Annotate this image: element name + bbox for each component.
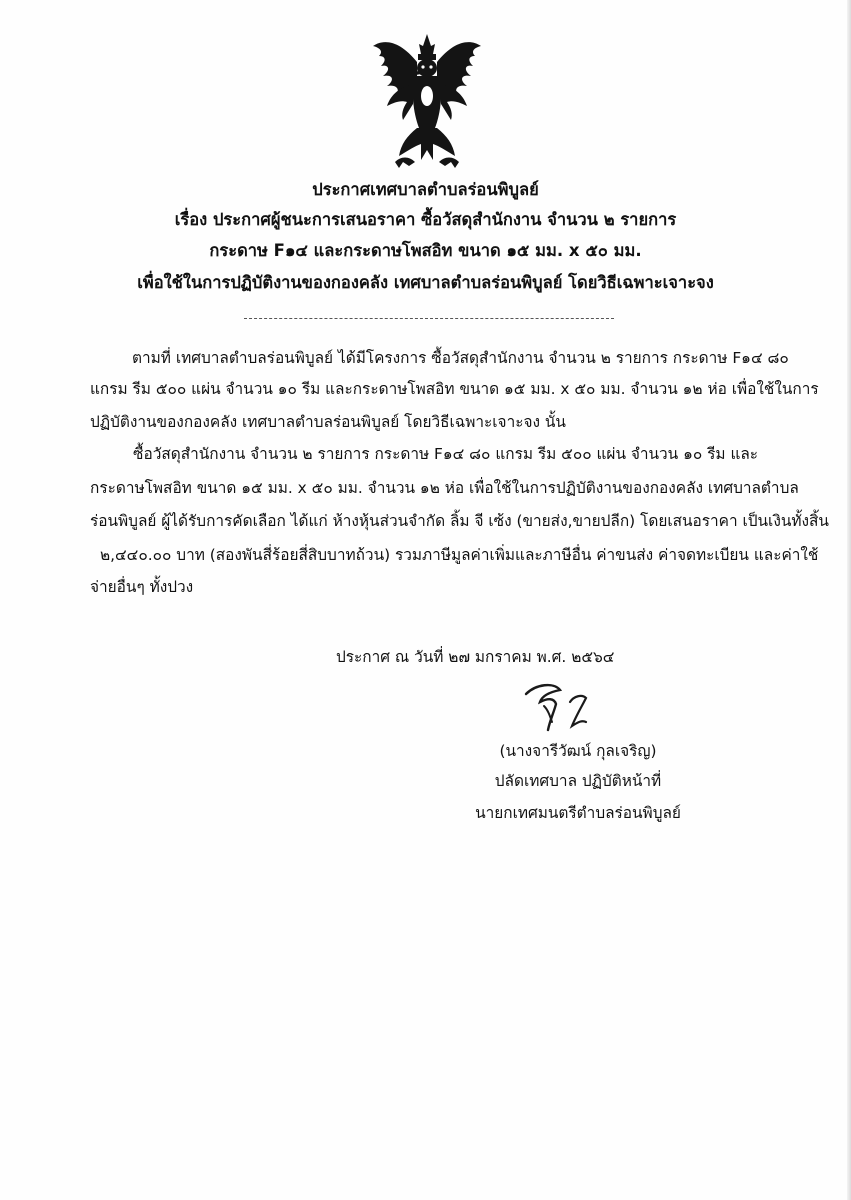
page-edge-shadow [847, 0, 851, 1200]
paragraph-1-line-3: ปฏิบัติงานของกองคลัง เทศบาลตำบลร่อนพิบูลย์ โดยวิธีเฉพาะเจาะจง นั้น [90, 413, 566, 431]
paragraph-2-line-5: จ่ายอื่นๆ ทั้งปวง [90, 578, 194, 596]
signatory-position: ปลัดเทศบาล ปฏิบัติหน้าที่ [494, 772, 662, 790]
signatory-acting-position: นายกเทศมนตรีตำบลร่อนพิบูลย์ [475, 804, 681, 822]
notice-subject-line-3: เพื่อใช้ในการปฏิบัติงานของกองคลัง เทศบาลตำบลร่อนพิบูลย์ โดยวิธีเฉพาะเจาะจง [137, 273, 714, 292]
garuda-emblem-icon [361, 32, 493, 172]
paragraph-2-line-1: ซื้อวัสดุสำนักงาน จำนวน ๒ รายการ กระดาษ F๑๔ ๘๐ แกรม รีม ๕๐๐ แผ่น จำนวน ๑๐ รีม และ [133, 445, 759, 463]
announcement-date: ประกาศ ณ วันที่ ๒๗ มกราคม พ.ศ. ๒๕๖๔ [336, 648, 615, 666]
paragraph-1-line-2: แกรม รีม ๕๐๐ แผ่น จำนวน ๑๐ รีม และกระดาษโพสอิท ขนาด ๑๕ มม. x ๕๐ มม. จำนวน ๑๒ ห่อ เพื่อใช้ในการ [90, 380, 819, 398]
paragraph-2-line-2: กระดาษโพสอิท ขนาด ๑๕ มม. x ๕๐ มม. จำนวน ๑๒ ห่อ เพื่อใช้ในการปฏิบัติงานของกองคลัง เทศบาลตำบล [90, 479, 799, 497]
signatory-name: (นางจารีวัฒน์ กุลเจริญ) [499, 742, 657, 760]
handwritten-signature [520, 676, 610, 736]
paragraph-2-line-3: ร่อนพิบูลย์ ผู้ได้รับการคัดเลือก ได้แก่ ห้างหุ้นส่วนจำกัด ลิ้ม จี เซ้ง (ขายส่ง,ขายปลีก) โดยเสนอราคา เป็นเงินทั้งสิ้น [90, 512, 829, 530]
notice-title: ประกาศเทศบาลตำบลร่อนพิบูลย์ [312, 180, 539, 199]
paragraph-2-line-4: ๒,๔๔๐.๐๐ บาท (สองพันสี่ร้อยสี่สิบบาทถ้วน) รวมภาษีมูลค่าเพิ่มและภาษีอื่น ค่าขนส่ง ค่าจดทะเบียน และค่าใช้ [100, 546, 819, 564]
paragraph-1-line-1: ตามที่ เทศบาลตำบลร่อนพิบูลย์ ได้มีโครงการ ซื้อวัสดุสำนักงาน จำนวน ๒ รายการ กระดาษ F๑๔ ๘๐ [132, 349, 789, 367]
notice-subject-line-2: กระดาษ F๑๔ และกระดาษโพสอิท ขนาด ๑๕ มม. x ๕๐ มม. [209, 241, 642, 260]
notice-subject-line-1: เรื่อง ประกาศผู้ชนะการเสนอราคา ซื้อวัสดุสำนักงาน จำนวน ๒ รายการ [174, 210, 677, 229]
header-divider [244, 318, 614, 319]
